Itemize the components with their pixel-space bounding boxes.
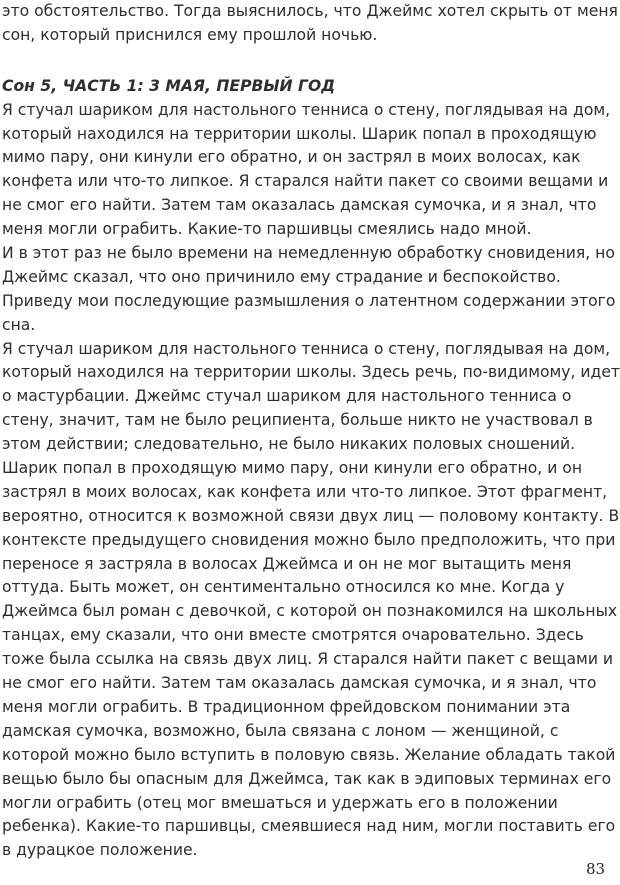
text-line: оттуда. Быть может, он сентиментально относился ко мне. Когда у: [2, 578, 565, 597]
text-line: Шарик попал в проходящую мимо пару, они кинули его обратно, и он: [2, 459, 583, 478]
text-line: тоже была ссылка на связь двух лиц. Я старался найти пакет с вещами и: [2, 650, 614, 669]
text-line: вероятно, относится к возможной связи двух лиц — половому контакту. В: [2, 506, 620, 525]
text-line: вещью было бы опасным для Джеймса, так как в эдиповых терминах его: [2, 769, 612, 788]
text-line: который находился на территории школы. Шарик попал в проходящую: [2, 124, 597, 143]
text-line: меня могли ограбить. В традиционном фрейдовском понимании эта: [2, 697, 571, 716]
text-line: танцах, ему сказали, что они вместе смотрятся очаровательно. Здесь: [2, 626, 584, 645]
text-line: контексте предыдущего сновидения можно было предположить, что при: [2, 530, 616, 549]
text-block: [2, 0, 618, 863]
paragraph-gap: [2, 48, 618, 75]
text-line: застрял в моих волосах, как конфета или что-то липкое. Этот фрагмент,: [2, 482, 608, 501]
text-line: сон, который приснился ему прошлой ночью.: [2, 25, 378, 44]
body-text: [2, 99, 618, 864]
page-number: 83: [586, 860, 606, 878]
text-line: который находился на территории школы. Здесь речь, по-видимому, идет: [2, 363, 620, 382]
text-line: мимо пару, они кинули его обратно, и он застрял в моих волосах, как: [2, 148, 581, 167]
text-line: о мастурбации. Джеймс стучал шариком для настольного тенниса о: [2, 387, 572, 406]
text-line: Джеймс сказал, что оно причинило ему страдание и беспокойство.: [2, 267, 561, 286]
text-line: Джеймса был роман с девочкой, с которой он познакомился на школьных: [2, 602, 618, 621]
text-line: которой можно было вступить в половую связь. Желание обладать такой: [2, 745, 616, 764]
text-line: стену, значит, там не было реципиента, больше никто не участвовал в: [2, 411, 593, 430]
text-line: могли ограбить (отец мог вмешаться и удержать его в положении: [2, 793, 558, 812]
section-heading: Сон 5, ЧАСТЬ 1: 3 МАЯ, ПЕРВЫЙ ГОД: [2, 76, 336, 95]
text-line: конфета или что-то липкое. Я старался найти пакет со своими вещами и: [2, 172, 609, 191]
text-line: И в этот раз не было времени на немедленную обработку сновидения, но: [2, 244, 615, 263]
text-line: Я стучал шариком для настольного тенниса о стену, поглядывая на дом,: [2, 339, 611, 358]
text-line: Я стучал шариком для настольного тенниса о стену, поглядывая на дом,: [2, 100, 611, 119]
text-line: этом действии; следовательно, не было никаких половых сношений.: [2, 435, 576, 454]
text-line: не смог его найти. Затем там оказалась дамская сумочка, и я знал, что: [2, 674, 597, 693]
text-line: дамская сумочка, возможно, была связана с лоном — женщиной, с: [2, 721, 559, 740]
text-line: Приведу мои последующие размышления о латентном содержании этого: [2, 291, 616, 310]
text-line: ребенка). Какие-то паршивцы, смеявшиеся над ним, могли поставить его: [2, 817, 616, 836]
text-line: сна.: [2, 315, 36, 334]
text-line: в дурацкое положение.: [2, 841, 198, 860]
text-line: это обстоятельство. Тогда выяснилось, что Джеймс хотел скрыть от меня: [2, 2, 618, 20]
text-line: не смог его найти. Затем там оказалась дамская сумочка, и я знал, что: [2, 196, 597, 215]
text-line: меня могли ограбить. Какие-то паршивцы смеялись надо мной.: [2, 220, 532, 239]
text-line: переносе я застряла в волосах Джеймса и он не мог вытащить меня: [2, 554, 572, 573]
